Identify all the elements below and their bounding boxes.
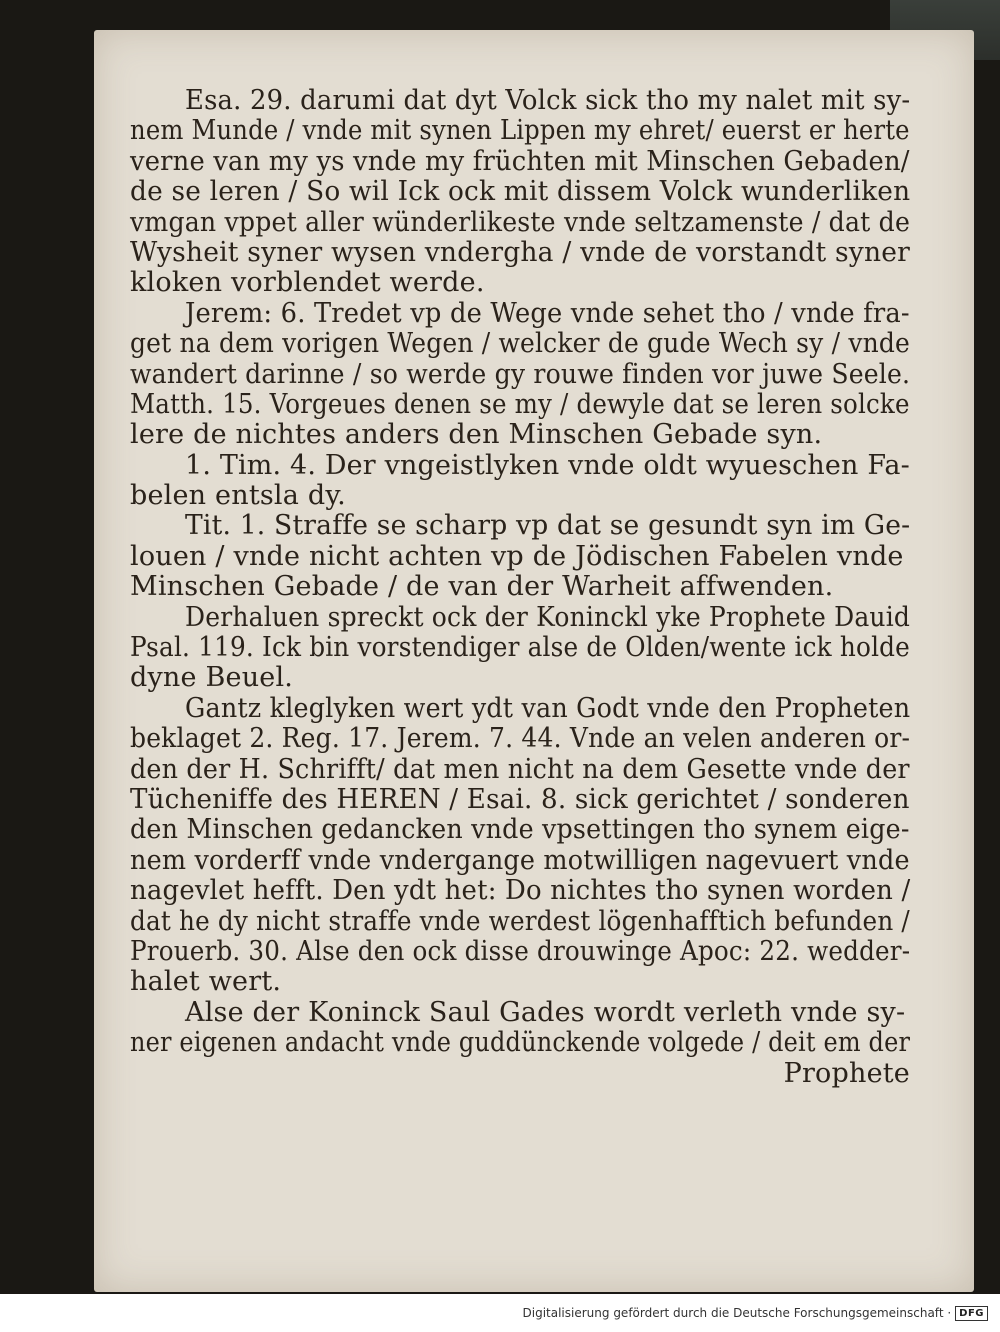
text-line: nem Munde / vnde mit synen Lippen my ehret/ euerst er herte — [130, 115, 910, 147]
text-line: beklaget 2. Reg. 17. Jerem. 7. 44. Vnde an velen anderen or- — [130, 723, 911, 755]
text-line: get na dem vorigen Wegen / welcker de gude Wech sy / vnde — [130, 328, 911, 360]
text-line: 1. Tim. 4. Der vngeistlyken vnde oldt wyueschen Fa- — [185, 449, 910, 481]
text-line: Esa. 29. darumi dat dyt Volck sick tho my nalet mit sy- — [185, 85, 911, 116]
text-line: Alse der Koninck Saul Gades wordt verleth vnde sy- — [185, 996, 906, 1028]
text-line: verne van my ys vnde my früchten mit Minschen Gebaden/ — [130, 145, 910, 177]
text-line: Prouerb. 30. Alse den ock disse drouwinge Apoc: 22. wedder- — [130, 935, 911, 967]
text-line: vmgan vppet aller wünderlikeste vnde seltzamenste / dat de — [130, 206, 911, 238]
text-line: Jerem: 6. Tredet vp de Wege vnde sehet tho / vnde fra- — [185, 297, 910, 329]
text-line: dyne Beuel. — [130, 662, 294, 694]
dfg-logo: DFG — [955, 1306, 988, 1321]
text-line: wandert darinne / so werde gy rouwe finden vor juwe Seele. — [130, 358, 911, 390]
text-line: Minschen Gebade / de van der Warheit affwenden. — [130, 571, 834, 603]
digitization-footer — [0, 1294, 1000, 1332]
text-line: halet wert. — [130, 966, 282, 998]
text-line: nem vorderff vnde vndergange motwilligen nagevuert vnde — [130, 844, 910, 876]
page-text-block — [130, 86, 930, 1089]
text-line: Tit. 1. Straffe se scharp vp dat se gesundt syn im Ge- — [185, 510, 911, 542]
text-line: den der H. Schrifft/ dat men nicht na dem Gesette vnde der — [130, 753, 910, 785]
text-line: den Minschen gedancken vnde vpsettingen tho synem eige- — [130, 814, 910, 846]
text-line: louen / vnde nicht achten vp de Jödischen Fabelen vnde — [130, 540, 904, 572]
text-line: Psal. 119. Ick bin vorstendiger alse de Olden/wente ick holde — [130, 632, 911, 664]
text-line: Gantz kleglyken wert ydt van Godt vnde den Propheten — [185, 692, 911, 724]
text-line: Prophete — [783, 1057, 910, 1089]
text-line: ner eigenen andacht vnde guddünckende volgede / deit em der — [130, 1027, 911, 1059]
text-line: Tücheniffe des HEREN / Esai. 8. sick gerichtet / sonderen — [130, 783, 910, 815]
text-line: Matth. 15. Vorgeues denen se my / dewyle dat se leren solcke — [130, 388, 910, 420]
text-line: belen entsla dy. — [130, 480, 346, 512]
text-line: lere de nichtes anders den Minschen Gebade syn. — [130, 419, 823, 451]
text-line: kloken vorblendet werde. — [130, 267, 485, 299]
text-line: Derhaluen spreckt ock der Koninckl yke Prophete Dauid — [185, 601, 911, 633]
text-line: dat he dy nicht straffe vnde werdest lögenhafftich befunden / — [130, 905, 910, 937]
footer-credit: Digitalisierung gefördert durch die Deutsche Forschungsgemeinschaft · — [522, 1306, 952, 1320]
text-line: nagevlet hefft. Den ydt het: Do nichtes tho synen worden / — [130, 875, 911, 907]
text-line: de se leren / So wil Ick ock mit dissem Volck wunderliken — [130, 176, 911, 208]
text-line: Wysheit syner wysen vndergha / vnde de vorstandt syner — [130, 236, 911, 268]
